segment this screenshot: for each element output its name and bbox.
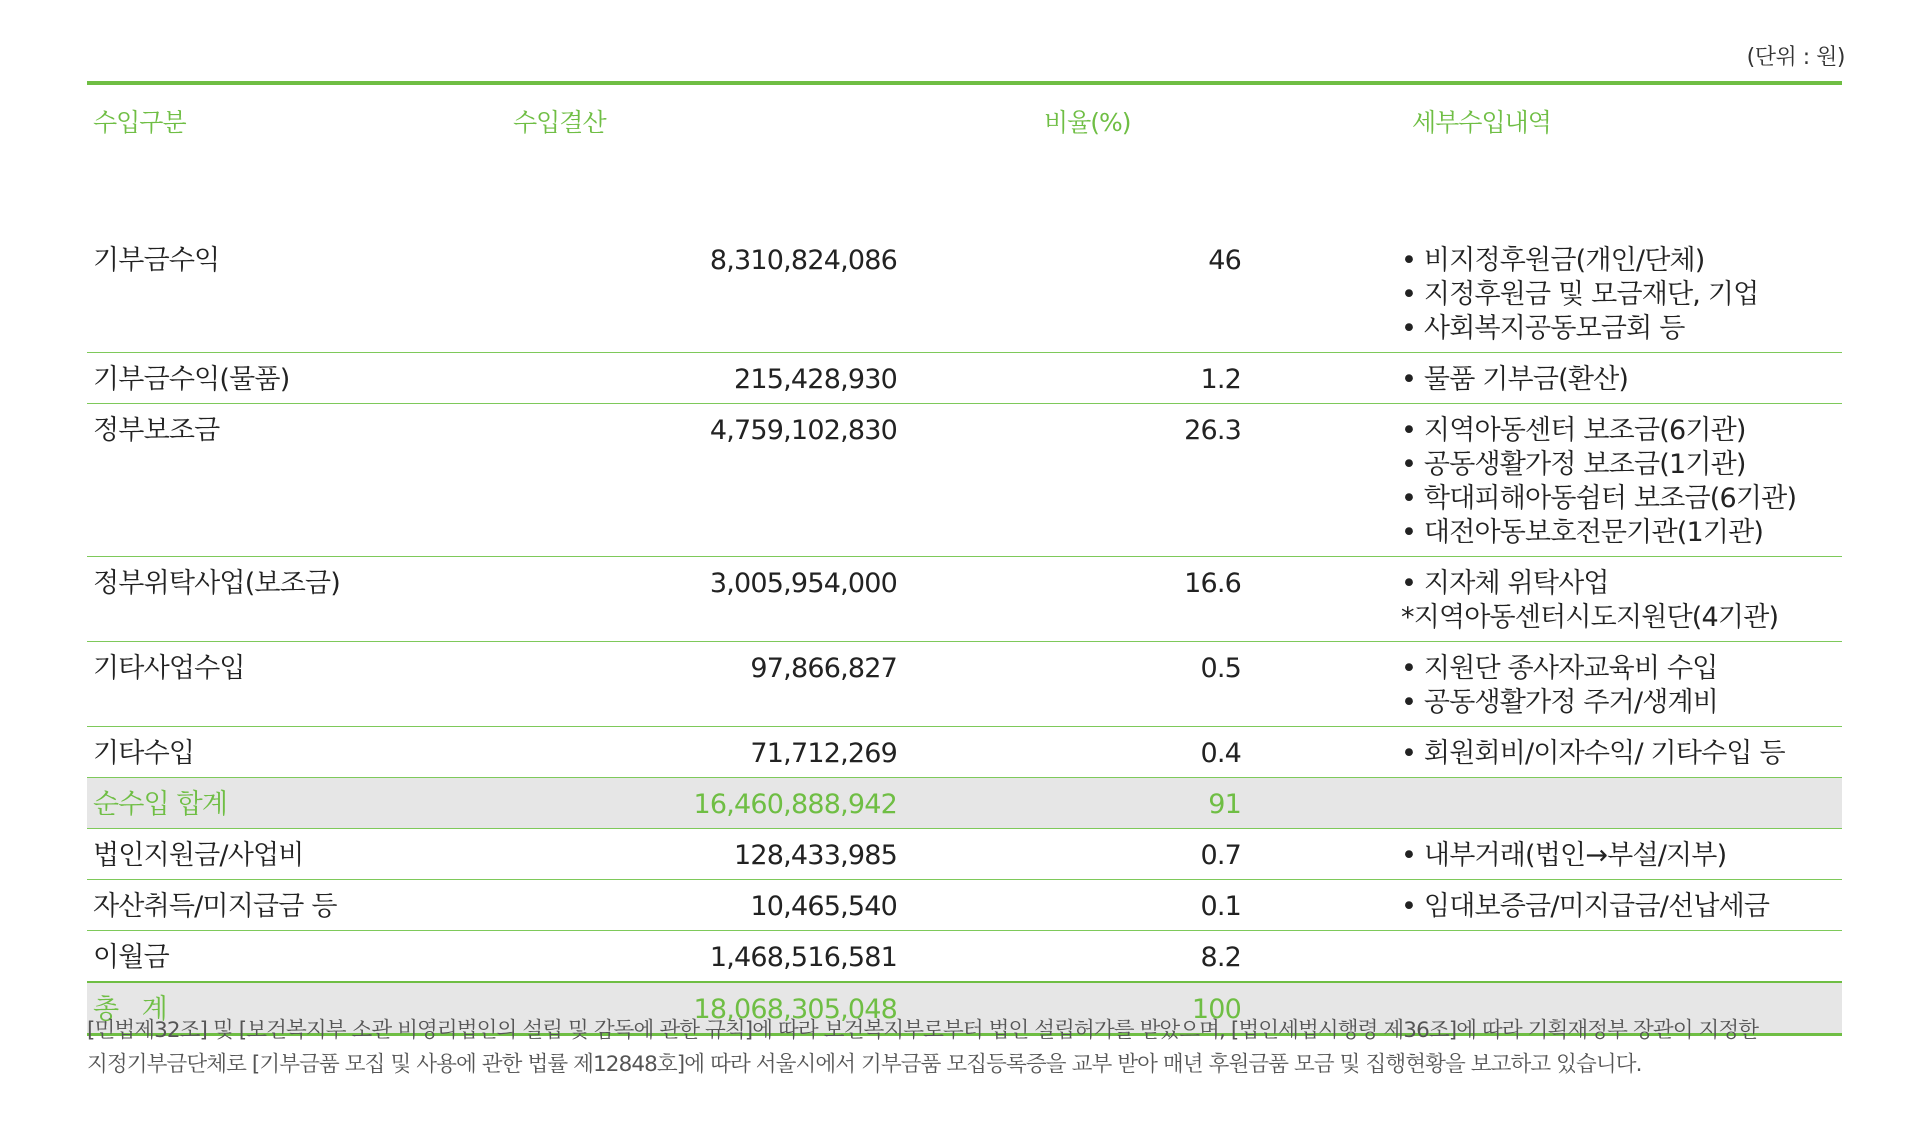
- row-details: [1241, 727, 1842, 777]
- row-amount: 1,468,516,581: [709, 942, 897, 973]
- table-row: [87, 879, 1842, 930]
- row-ratio: 0.4: [1200, 738, 1241, 769]
- row-amount: 4,759,102,830: [709, 415, 897, 446]
- row-category: 기부금수익(물품): [93, 364, 290, 395]
- row-amount: 71,712,269: [750, 738, 897, 769]
- row-category: 총 계: [93, 994, 167, 1025]
- row-details: [1241, 557, 1842, 641]
- table-row: [87, 726, 1842, 777]
- table-row: [87, 352, 1842, 403]
- detail-item: *지역아동센터시도지원단(4기관): [1401, 602, 1779, 633]
- detail-item: • 사회복지공동모금회 등: [1401, 313, 1685, 344]
- row-ratio: 100: [1191, 994, 1241, 1025]
- row-category: 기타수입: [93, 738, 195, 769]
- row-ratio: 1.2: [1200, 364, 1241, 395]
- row-ratio: 8.2: [1200, 942, 1241, 973]
- row-details: [1241, 353, 1842, 403]
- table-row: [87, 234, 1842, 352]
- row-amount: 10,465,540: [750, 891, 897, 922]
- row-category: 기타사업수입: [93, 653, 245, 684]
- detail-item: • 공동생활가정 주거/생계비: [1401, 687, 1719, 718]
- row-details: [1241, 931, 1842, 981]
- detail-item: • 지자체 위탁사업: [1401, 568, 1609, 599]
- row-amount: 8,310,824,086: [709, 245, 897, 276]
- row-category: 자산취득/미지급금 등: [93, 891, 337, 922]
- row-ratio: 91: [1208, 789, 1241, 820]
- row-ratio: 26.3: [1184, 415, 1241, 446]
- row-category: 정부보조금: [93, 415, 220, 446]
- detail-item: • 물품 기부금(환산): [1401, 364, 1629, 395]
- unit-label: (단위 : 원): [1746, 45, 1845, 70]
- row-category: 법인지원금/사업비: [93, 840, 304, 871]
- detail-item: • 학대피해아동쉼터 보조금(6기관): [1401, 483, 1797, 514]
- header-ratio: 비율(%): [1044, 108, 1131, 137]
- row-details: [1241, 829, 1842, 879]
- row-amount: 3,005,954,000: [709, 568, 897, 599]
- header-details: 세부수입내역: [1412, 108, 1551, 137]
- header-category: 수입구분: [93, 108, 186, 137]
- row-ratio: 16.6: [1184, 568, 1241, 599]
- detail-item: • 비지정후원금(개인/단체): [1401, 245, 1705, 276]
- row-amount: 215,428,930: [734, 364, 897, 395]
- footnote-line: 지정기부금단체로 [기부금품 모집 및 사용에 관한 법률 제12848호]에 따라 서울시에서 기부금품 모집등록증을 교부 받아 매년 후원금품 모금 및 집행현황을 보고하고 있습니다.: [87, 1052, 1642, 1077]
- row-amount: 16,460,888,942: [693, 789, 897, 820]
- row-details: [1241, 404, 1842, 556]
- detail-item: • 공동생활가정 보조금(1기관): [1401, 449, 1746, 480]
- row-category: 이월금: [93, 942, 169, 973]
- footnote-line: [민법제32조] 및 [보건복지부 소관 비영리법인의 설립 및 감독에 관한 규칙]에 따라 보건복지부로부터 법인 설립허가를 받았으며, [법인세법시행령 제36조]에 따라 기획재정부 장관이 지정한: [87, 1018, 1759, 1043]
- row-details: [1241, 880, 1842, 930]
- table-row: [87, 828, 1842, 879]
- table-row: [87, 556, 1842, 641]
- row-details: [1241, 234, 1842, 352]
- subtotal-row: [87, 777, 1842, 828]
- row-details: [1241, 778, 1842, 828]
- detail-item: • 임대보증금/미지급금/선납세금: [1401, 891, 1770, 922]
- row-category: 순수입 합계: [93, 789, 228, 820]
- row-amount: 18,068,305,048: [693, 994, 897, 1025]
- table-row: [87, 641, 1842, 726]
- row-amount: 97,866,827: [750, 653, 897, 684]
- row-ratio: 46: [1208, 245, 1241, 276]
- row-category: 기부금수익: [93, 245, 220, 276]
- row-ratio: 0.7: [1200, 840, 1241, 871]
- detail-item: • 회원회비/이자수익/ 기타수입 등: [1401, 738, 1785, 769]
- row-ratio: 0.1: [1200, 891, 1241, 922]
- header-amount: 수입결산: [513, 108, 606, 137]
- detail-item: • 지역아동센터 보조금(6기관): [1401, 415, 1746, 446]
- row-details: [1241, 642, 1842, 726]
- detail-item: • 지원단 종사자교육비 수입: [1401, 653, 1718, 684]
- row-category: 정부위탁사업(보조금): [93, 568, 341, 599]
- row-amount: 128,433,985: [734, 840, 897, 871]
- detail-item: • 대전아동보호전문기관(1기관): [1401, 517, 1764, 548]
- detail-item: • 지정후원금 및 모금재단, 기업: [1401, 279, 1759, 310]
- table-row: [87, 930, 1842, 981]
- table-row: [87, 403, 1842, 556]
- income-table: [87, 81, 1842, 1036]
- footnote: [87, 1014, 1847, 1082]
- row-ratio: 0.5: [1200, 653, 1241, 684]
- table-header: [87, 85, 1842, 234]
- detail-item: • 내부거래(법인→부설/지부): [1401, 840, 1727, 871]
